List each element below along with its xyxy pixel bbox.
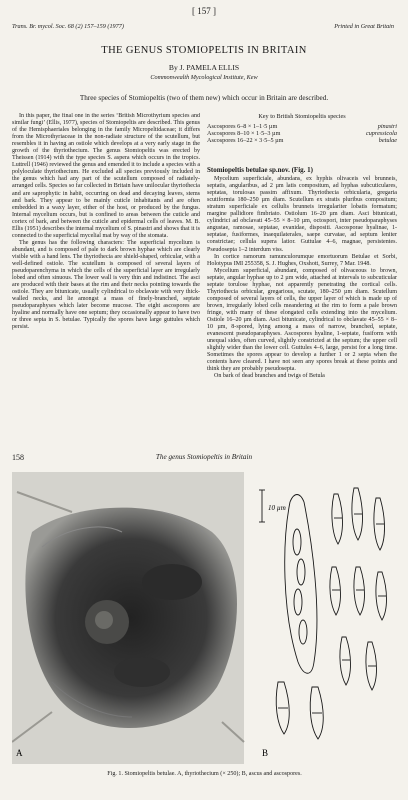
- ascus-drawing: [259, 488, 387, 739]
- holotype-note: In cortice ramorum ramunculorumque emortuorum Betulae et Sorbi, Holotypus IMI 255358, S. J. Hughes, Oxshott, Surrey, 7 Mar. 1948.: [207, 253, 397, 267]
- key-row-species: betulae: [378, 137, 397, 145]
- key-row: [207, 123, 397, 130]
- figure-1: [12, 472, 397, 764]
- journal-reference: Trans. Br. mycol. Soc. 68 (2) 157–159 (1977): [12, 23, 124, 30]
- intro-paragraph-1: In this paper, the final one in the series ‘British Microthyrium species and similar fungi’ (Ellis, 1977), species of Stomiopeltis are described. This genus of the Hemisphaeriales belonging in the family Micropeltidaceae; it differs from the Microthyriaceae in the non-radiate structure of the scutellum, but resembles it in having an ostiole which develops at a very early stage in the growth of the thyriothecium. The genus Stomiopeltis was erected by Theissen (1914) with the type species S. aspera which occurs in the tropics. Luttrell (1946) reviewed the genus and emended it to include a species with a polyloculate thyriothecium. He excluded all species previously included in the genus which had any part of the scutellum composed of radiately-arranged cells. Species so far collected in Britain have unilocular thyriothecia and are saprophytic in habit, occurring on dead and decaying leaves, stems and bark. They appear to be mainly cuticle inhabitants and are often embedded in a waxy layer, either of the host, or produced by the fungus. Internal mycelium occurs, but is confined to areas between the cuticle and cortex of bark, and between the cuticle and epidermal cells of leaves. M. B. Ellis (1951) describes the internal mycelium of S. pinastri and shows that it is connected to the superficial mycelial mat by way of the stomata.: [12, 113, 200, 239]
- key-row: [207, 130, 397, 137]
- habitat-note: On bark of dead branches and twigs of Betula: [214, 373, 325, 380]
- key-row-label: Ascospores 8–10 × 1·5–3 µm: [207, 130, 281, 138]
- abstract: Three species of Stomiopeltis (two of them new) which occur in Britain are described.: [79, 94, 329, 102]
- author: By J. PAMELA ELLIS: [168, 63, 240, 72]
- thyriothecium-photo: [12, 472, 244, 764]
- key-row-species: pinastri: [377, 123, 397, 130]
- key-row: [207, 137, 397, 144]
- panel-b-label: B: [262, 748, 269, 758]
- intro-column: [12, 113, 200, 438]
- key-row-species: cupressicola: [365, 130, 397, 138]
- species-column: [207, 167, 397, 438]
- species-heading: Stomiopeltis betulae sp.nov. (Fig. 1): [207, 167, 313, 174]
- intro-paragraph-2: The genus has the following characters: The superficial mycelium is abundant, and is composed of pale to dark brown hyphae which are clearly visible with a hand lens. The thyriothecia are shield-shaped, orbicular, with a well-defined ostiole. The scutellum is composed of several layers of pseudoparenchyma in which the cells of the superficial layer are irregularly lobed and often sinuous. The lower wall is very thin and indistinct. The asci are produced with their bases at the rim and their necks pointing towards the ostiole. They are bitunicate, usually cylindrical to obclavate with very thick-walled necks, and lie amongst a mass of finely-branched, septate pseudoparaphyses which later become mucose. The eight ascospores are hyaline and normally have one septum; they occasionally appear to have two or three septa in S. betulae. Typically the spores have large guttules which persist.: [12, 239, 200, 331]
- running-head: The genus Stomiopeltis in Britain: [155, 453, 253, 461]
- english-description: Mycelium superficial, abundant, composed of olivaceous to brown, septate, angular hyphae up to 2 µm wide, attached at intervals to subcuticular septate torulose hyphae, not apparently penetrating the cortical cells. Thyriothecia orbicular, gregarious, scutate, 180–250 µm diam. Scutellum composed of several layers of cells, the upper layer of which is made up of brown, irregularly lobed cells meandering at the rim to form a pale brown fringe, with many of these elongated cells extending into the mycelium. Ostiole 16–20 µm diam. Asci bitunicate, cylindrical to obclavate 45–55 × 8–10 µm, 8-spored, lying among a mass of narrow, branched, septate, evanescent pseudoparaphyses. Ascospores hyaline, 1-septate, fusiform with unequal sides, often curved, slightly constricted at the septum; the upper cell slightly wider than the lower cell. Guttules 4–6, large, persist for a long time. Sometimes the spores appear to develop a further 1 or 2 septa when the contents have cleared. I have not seen any spores break at these points and think they are probably pseudosepta.: [207, 267, 397, 373]
- key-row-label: Ascospores 16–22 × 3·5–5 µm: [207, 137, 284, 145]
- species-key: [207, 113, 397, 145]
- article-title: THE GENUS STOMIOPELTIS IN BRITAIN: [101, 45, 307, 56]
- figure-caption: Fig. 1. Stomiopeltis betulae. A, thyriothecium (× 250); B, ascus and ascospores.: [107, 771, 302, 777]
- page-number: [ 157 ]: [192, 6, 216, 16]
- key-title: Key to British Stomiopeltis species: [258, 113, 346, 120]
- affiliation: Commonwealth Mycological Institute, Kew: [150, 74, 258, 81]
- panel-a-label: A: [16, 748, 23, 758]
- scale-bar-label: 10 µm: [268, 504, 286, 512]
- page-2-number: 158: [12, 453, 24, 462]
- key-row-label: Ascospores 6–8 × 1–1·5 µm: [207, 123, 278, 130]
- printed-note: Printed in Great Britain: [334, 23, 394, 30]
- latin-description: Mycelium superficiale, abundans, ex hyphis olivaceis vel brunneis, septatis, angularibus, ad 2 µm latis compositum, ad hyphas subcuticulares, septatas, torulosas passim affixum. Thyriothecia orbicularia, gregaria scutiformia 180–250 µm diam. Scutellum ex stratis pluribus compositum; stratum superficiale ex cellulis brunneis irregulariter lobatis formatum; margine pallidiore fimbriato. Ostiolum 16–20 µm diam. Asci bitunicati, cylindrici ad obclavati 45–55 × 8–10 µm, octospori, inter pseudoparaphyses angustae, ramosae, septatae, evanidae, dispositi. Ascosporae hyalinae, 1-septatae, fusiformes, inaequilaterales, saepe curvatae, ad septum leniter constrictae; cellula supera latior. Guttulae 4–6, magnae, persistentes. Pseudosepta 1–2 interdum viss.: [207, 176, 397, 253]
- figure-1-illustration: [12, 472, 397, 764]
